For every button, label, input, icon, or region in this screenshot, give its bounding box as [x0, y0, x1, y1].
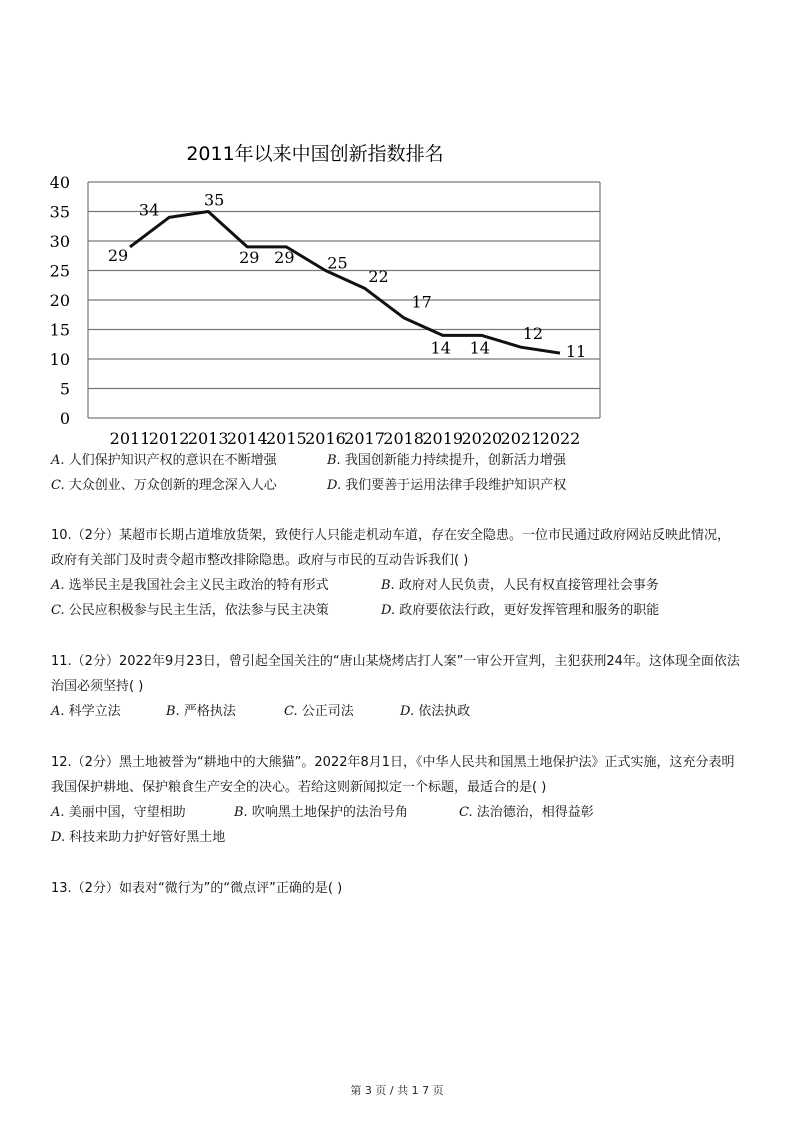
series-line	[130, 212, 560, 354]
x-tick-label: 2020	[461, 429, 503, 448]
y-tick-label: 35	[49, 202, 70, 222]
x-tick-label: 2015	[266, 429, 307, 448]
option-letter: B.	[166, 704, 180, 719]
option-letter: A.	[51, 805, 65, 820]
data-label: 17	[411, 292, 432, 312]
option-text: 政府要依法行政，更好发挥管理和服务的职能	[399, 603, 660, 618]
option-letter: D.	[381, 603, 396, 618]
q9-option-b[interactable]	[327, 452, 566, 470]
x-tick-label: 2021	[500, 429, 542, 448]
option-letter: D.	[51, 830, 66, 845]
x-tick-label: 2013	[187, 429, 229, 448]
option-text: 美丽中国，守望相助	[68, 805, 186, 820]
q11-option-c[interactable]	[284, 703, 354, 721]
data-label: 14	[469, 338, 490, 358]
q10-option-c[interactable]	[51, 602, 329, 620]
q11-option-a[interactable]	[51, 703, 121, 721]
y-tick-label: 40	[49, 173, 70, 192]
x-tick-label: 2017	[344, 429, 385, 448]
chart-grid	[88, 182, 600, 418]
option-letter: D.	[327, 478, 342, 493]
option-letter: B.	[327, 453, 341, 468]
option-letter: A.	[51, 704, 65, 719]
option-letter: D.	[400, 704, 415, 719]
option-letter: B.	[234, 805, 248, 820]
option-text: 政府对人民负责，人民有权直接管理社会事务	[398, 578, 659, 593]
y-tick-label: 20	[49, 291, 70, 310]
option-letter: C.	[459, 805, 473, 820]
q12-stem-line-2: 我国保护耕地、保护粮食生产安全的决心。若给这则新闻拟定一个标题，最适合的是( )	[51, 780, 547, 795]
x-tick-label: 2012	[148, 429, 190, 448]
data-label: 14	[430, 338, 451, 358]
y-tick-label: 5	[59, 379, 70, 399]
x-axis-ticks	[110, 429, 581, 448]
innovation-ranking-line-chart	[40, 132, 640, 454]
q11-stem-line-2: 治国必须坚持( )	[51, 679, 144, 694]
option-text: 依法执政	[418, 704, 471, 719]
x-tick-label: 2014	[226, 429, 268, 448]
option-text: 法治德治，相得益彰	[476, 805, 594, 820]
q11-option-d[interactable]	[400, 703, 470, 721]
q12-option-b[interactable]	[234, 804, 408, 822]
option-letter: A.	[51, 453, 65, 468]
option-text: 选举民主是我国社会主义民主政治的特有形式	[68, 578, 329, 593]
q12-option-d[interactable]	[51, 829, 225, 847]
option-text: 大众创业、万众创新的理念深入人心	[68, 478, 277, 493]
x-tick-label: 2019	[422, 429, 464, 448]
chart-series	[130, 212, 560, 354]
data-label: 35	[204, 190, 225, 210]
data-label: 25	[327, 253, 348, 273]
option-letter: A.	[51, 578, 65, 593]
option-letter: C.	[284, 704, 298, 719]
page-footer: 第 3 页 / 共 1 7 页	[350, 1084, 444, 1097]
y-tick-label: 30	[49, 232, 70, 251]
option-text: 人们保护知识产权的意识在不断增强	[68, 453, 277, 468]
x-tick-label: 2022	[539, 429, 581, 448]
data-label: 29	[107, 245, 129, 265]
q11-stem-line-1: 11.（2分）2022年9月23日，曾引起全国关注的“唐山某烧烤店打人案”一审公开宣判，主犯获刑24年。这体现全面依法	[51, 654, 740, 669]
option-text: 科学立法	[68, 704, 121, 719]
y-tick-label: 0	[59, 409, 70, 428]
y-axis-ticks	[50, 173, 70, 428]
data-label: 11	[565, 342, 587, 362]
x-tick-label: 2016	[305, 429, 346, 448]
data-label: 29	[274, 247, 295, 267]
q12-option-a[interactable]	[51, 804, 186, 822]
q12-stem-line-1: 12.（2分）黑土地被誉为“耕地中的大熊猫”。2022年8月1日，《中华人民共和国黑土地保护法》正式实施，这充分表明	[51, 755, 735, 770]
data-label: 34	[138, 200, 160, 220]
option-text: 公正司法	[301, 704, 354, 719]
q9-option-a[interactable]	[51, 452, 277, 470]
y-tick-label: 10	[49, 350, 70, 369]
q10-option-b[interactable]	[381, 577, 659, 595]
option-letter: C.	[51, 478, 65, 493]
q10-option-d[interactable]	[381, 602, 659, 620]
q13-stem: 13.（2分）如表对“微行为”的“微点评”正确的是( )	[51, 881, 343, 896]
y-tick-label: 25	[49, 261, 70, 281]
option-letter: B.	[381, 578, 395, 593]
option-text: 吹响黑土地保护的法治号角	[251, 805, 408, 820]
q10-stem-line-2: 政府有关部门及时责令超市整改排除隐患。政府与市民的互动告诉我们( )	[51, 553, 469, 568]
option-text: 我国创新能力持续提升，创新活力增强	[344, 453, 566, 468]
q11-option-b[interactable]	[166, 703, 236, 721]
data-label: 22	[368, 267, 389, 287]
q9-option-d[interactable]	[327, 477, 566, 495]
option-text: 科技来助力护好管好黑土地	[69, 830, 226, 845]
data-label: 29	[239, 247, 260, 267]
option-text: 公民应积极参与民主生活，依法参与民主决策	[68, 603, 329, 618]
y-tick-label: 15	[49, 320, 70, 340]
chart-title: 2011年以来中国创新指数排名	[186, 143, 444, 165]
x-tick-label: 2011	[109, 429, 151, 448]
x-tick-label: 2018	[383, 429, 424, 448]
q12-option-c[interactable]	[459, 804, 594, 822]
option-letter: C.	[51, 603, 65, 618]
q9-option-c[interactable]	[51, 477, 277, 495]
q10-option-a[interactable]	[51, 577, 329, 595]
data-label: 12	[522, 324, 544, 344]
option-text: 我们要善于运用法律手段维护知识产权	[345, 478, 567, 493]
q10-stem-line-1: 10.（2分）某超市长期占道堆放货架，致使行人只能走机动车道，存在安全隐患。一位市民通过政府网站反映此情况，	[51, 528, 730, 543]
option-text: 严格执法	[183, 704, 236, 719]
